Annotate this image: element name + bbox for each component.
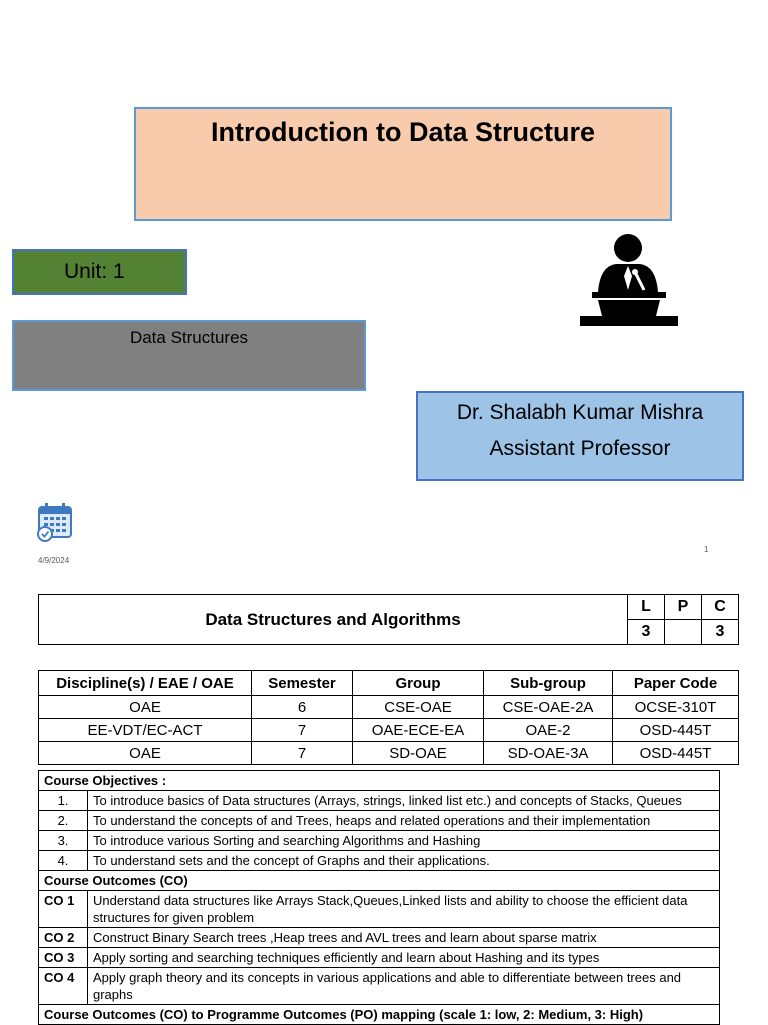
column-header: Group: [353, 671, 484, 696]
column-header: Paper Code: [613, 671, 739, 696]
unit-label: Unit: 1: [64, 260, 125, 283]
discipline-table: [38, 670, 739, 765]
table-cell: OAE: [39, 696, 252, 719]
ltpc-value: 3: [628, 620, 665, 645]
column-header: Discipline(s) / EAE / OAE: [39, 671, 252, 696]
table-cell: OAE: [39, 742, 252, 765]
speaker-podium-icon: [578, 232, 680, 330]
table-cell: 7: [252, 719, 353, 742]
outcome-code: CO 4: [39, 968, 88, 1005]
author-name: Dr. Shalabh Kumar Mishra: [456, 401, 704, 424]
table-header-row: [39, 671, 739, 696]
table-cell: 6: [252, 696, 353, 719]
unit-box: [12, 249, 187, 295]
ltpc-label: L: [628, 595, 665, 620]
objective-number: 3.: [39, 831, 88, 851]
objectives-heading: Course Objectives :: [39, 771, 720, 791]
outcome-code: CO 1: [39, 891, 88, 928]
course-objectives-outcomes-table: [38, 770, 720, 1025]
table-cell: OAE-ECE-EA: [353, 719, 484, 742]
table-cell: SD-OAE-3A: [484, 742, 613, 765]
objective-text: To understand the concepts of and Trees, heaps and related operations and their implementation: [88, 811, 720, 831]
slide-page-number: 1: [704, 545, 709, 554]
table-cell: 7: [252, 742, 353, 765]
ltpc-value: [665, 620, 702, 645]
objective-text: To introduce basics of Data structures (Arrays, strings, linked list etc.) and concepts of Stacks, Queues: [88, 791, 720, 811]
slide-date: 4/9/2024: [38, 556, 70, 565]
table-cell: CSE-OAE-2A: [484, 696, 613, 719]
objective-number: 4.: [39, 851, 88, 871]
mapping-heading: Course Outcomes (CO) to Programme Outcomes (PO) mapping (scale 1: low, 2: Medium, 3: High): [39, 1005, 720, 1025]
outcome-text: Apply graph theory and its concepts in various applications and able to differentiate between trees and graphs: [88, 968, 720, 1005]
column-header: Sub-group: [484, 671, 613, 696]
subject-box: [12, 320, 366, 391]
author-box: [416, 391, 744, 481]
outcome-text: Apply sorting and searching techniques efficiently and learn about Hashing and its types: [88, 948, 720, 968]
subject-label: Data Structures: [129, 328, 249, 347]
title-box: [134, 107, 672, 221]
outcome-row: [39, 928, 720, 948]
course-header-table: [38, 594, 739, 645]
course-name: Data Structures and Algorithms: [39, 595, 628, 645]
outcome-row: [39, 968, 720, 1005]
table-cell: OAE-2: [484, 719, 613, 742]
objective-row: [39, 851, 720, 871]
table-row: [39, 719, 739, 742]
author-role: Assistant Professor: [489, 437, 671, 460]
objective-number: 1.: [39, 791, 88, 811]
column-header: Semester: [252, 671, 353, 696]
objective-number: 2.: [39, 811, 88, 831]
table-cell: OCSE-310T: [613, 696, 739, 719]
ltpc-value: 3: [702, 620, 739, 645]
outcome-code: CO 3: [39, 948, 88, 968]
table-cell: CSE-OAE: [353, 696, 484, 719]
table-row: [39, 696, 739, 719]
objective-row: [39, 831, 720, 851]
outcome-text: Construct Binary Search trees ,Heap trees and AVL trees and learn about sparse matrix: [88, 928, 720, 948]
outcomes-heading: Course Outcomes (CO): [39, 871, 720, 891]
objective-row: [39, 811, 720, 831]
objective-text: To introduce various Sorting and searching Algorithms and Hashing: [88, 831, 720, 851]
table-row: [39, 742, 739, 765]
ltpc-label: C: [702, 595, 739, 620]
outcome-text: Understand data structures like Arrays Stack,Queues,Linked lists and ability to choose the efficient data structures for given problem: [88, 891, 720, 928]
table-cell: OSD-445T: [613, 719, 739, 742]
table-cell: OSD-445T: [613, 742, 739, 765]
table-cell: EE-VDT/EC-ACT: [39, 719, 252, 742]
outcome-code: CO 2: [39, 928, 88, 948]
objective-text: To understand sets and the concept of Graphs and their applications.: [88, 851, 720, 871]
ltpc-label: P: [665, 595, 702, 620]
outcome-row: [39, 891, 720, 928]
outcome-row: [39, 948, 720, 968]
objective-row: [39, 791, 720, 811]
slide-title: Introduction to Data Structure: [211, 117, 595, 147]
calendar-icon: [36, 502, 74, 542]
table-cell: SD-OAE: [353, 742, 484, 765]
